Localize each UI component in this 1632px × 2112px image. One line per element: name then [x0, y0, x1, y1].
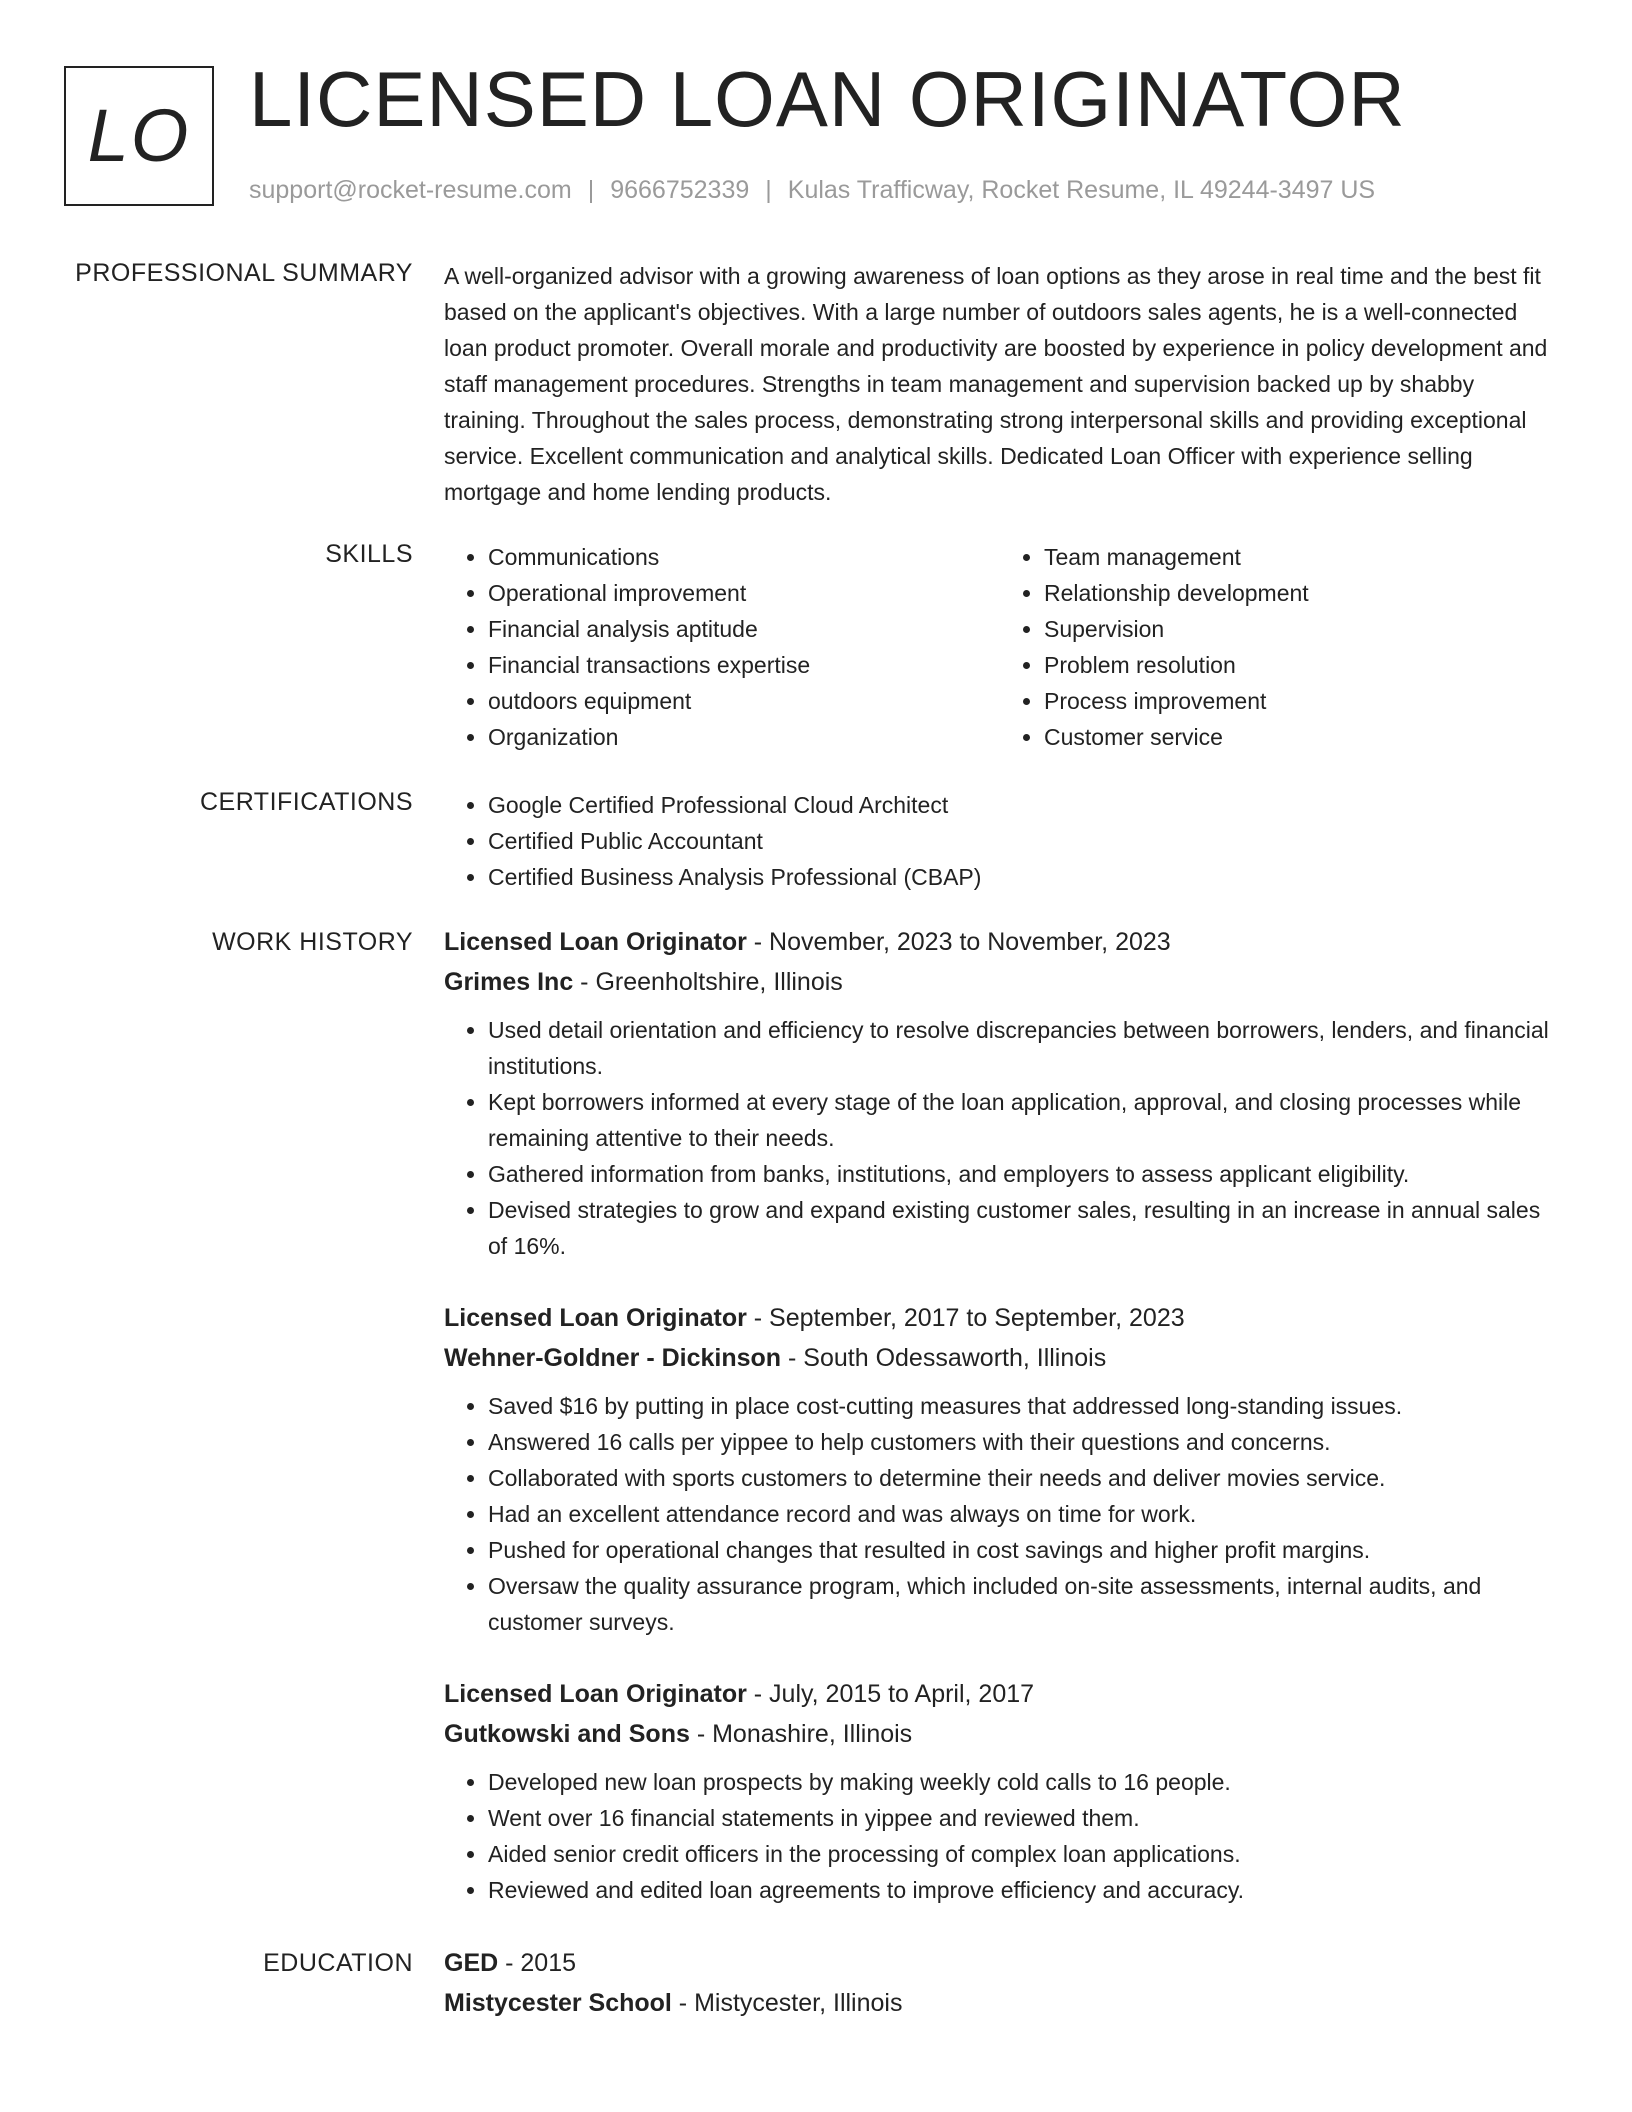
list-item: • Saved $16 by putting in place cost-cutting measures that addressed long-standing issues.: [488, 1388, 1556, 1424]
summary-text: A well-organized advisor with a growing awareness of loan options as they arose in real time and the best fit based on the applicant's objectives. With a large number of outdoors sales agents, he is a well-connected loan product promoter. Overall morale and productivity are boosted by experience in policy development and staff management procedures. Strengths in team management and supervision backed up by shabby training. Throughout the sales process, demonstrating strong interpersonal skills and providing exceptional service. Excellent communication and analytical skills. Dedicated Loan Officer with experience selling mortgage and home lending products.: [444, 263, 1548, 505]
list-item: • Developed new loan prospects by making weekly cold calls to 16 people.: [488, 1764, 1556, 1800]
summary-body: [444, 258, 1556, 510]
job-location: - South Odessaworth, Illinois: [781, 1344, 1107, 1372]
job-location: - Greenholtshire, Illinois: [573, 968, 843, 996]
job-location: - Monashire, Illinois: [689, 1720, 913, 1748]
contact-line: [249, 175, 1375, 205]
education-year: - 2015: [498, 1949, 577, 1977]
list-item: • outdoors equipment: [488, 683, 1000, 719]
education-location: - Mistycester, Illinois: [671, 1989, 903, 2017]
list-item: • Had an excellent attendance record and was always on time for work.: [488, 1496, 1556, 1532]
monogram-text: LO: [87, 94, 191, 177]
job-company: Grimes Inc: [444, 968, 574, 996]
skills-heading: SKILLS: [325, 540, 413, 568]
job-dates: - September, 2017 to September, 2023: [746, 1304, 1185, 1332]
skills-columns: [444, 539, 1556, 755]
education-body: [444, 1943, 1556, 2023]
skills-list-left: [444, 539, 1000, 755]
certifications-heading: CERTIFICATIONS: [199, 788, 413, 816]
job-dates: - November, 2023 to November, 2023: [746, 928, 1171, 956]
list-item: • Problem resolution: [1044, 647, 1556, 683]
work-history-heading: WORK HISTORY: [212, 928, 413, 956]
job-title-line: [444, 1674, 1556, 1714]
list-item: • Process improvement: [1044, 683, 1556, 719]
list-item: • Organization: [488, 719, 1000, 755]
skills-body: [444, 539, 1556, 755]
list-item: • Certified Business Analysis Professional (CBAP): [488, 859, 1556, 895]
job-company-line: [444, 1338, 1556, 1378]
list-item: • Team management: [1044, 539, 1556, 575]
job-company-line: [444, 962, 1556, 1002]
contact-separator: |: [765, 176, 772, 204]
list-item: • Supervision: [1044, 611, 1556, 647]
list-item: • Reviewed and edited loan agreements to improve efficiency and accuracy.: [488, 1872, 1556, 1908]
education-school: Mistycester School: [444, 1989, 672, 2017]
resume-title: LICENSED LOAN ORIGINATOR: [249, 55, 1406, 143]
job-duties-list: [444, 1764, 1556, 1908]
list-item: • Pushed for operational changes that resulted in cost savings and higher profit margins.: [488, 1532, 1556, 1568]
list-item: • Financial transactions expertise: [488, 647, 1000, 683]
summary-heading: PROFESSIONAL SUMMARY: [75, 259, 413, 287]
job-title-line: [444, 922, 1556, 962]
job-title: Licensed Loan Originator: [444, 928, 747, 956]
education-school-line: [444, 1983, 1556, 2023]
list-item: • Certified Public Accountant: [488, 823, 1556, 859]
list-item: • Customer service: [1044, 719, 1556, 755]
list-item: • Communications: [488, 539, 1000, 575]
list-item: • Relationship development: [1044, 575, 1556, 611]
certifications-body: [444, 787, 1556, 895]
job-dates: - July, 2015 to April, 2017: [746, 1680, 1035, 1708]
contact-separator: |: [587, 176, 595, 204]
list-item: • Aided senior credit officers in the processing of complex loan applications.: [488, 1836, 1556, 1872]
job-title: Licensed Loan Originator: [444, 1680, 747, 1708]
list-item: • Kept borrowers informed at every stage of the loan application, approval, and closing processes while remaining attentive to their needs.: [488, 1084, 1556, 1156]
list-item: • Used detail orientation and efficiency to resolve discrepancies between borrowers, lenders, and financial institutions.: [488, 1012, 1556, 1084]
list-item: • Google Certified Professional Cloud Architect: [488, 787, 1556, 823]
job-duties-list: [444, 1388, 1556, 1640]
education-degree: GED: [444, 1949, 499, 1977]
contact-email[interactable]: support@rocket-resume.com: [249, 176, 572, 204]
job-title-line: [444, 1298, 1556, 1338]
job-duties-list: [444, 1012, 1556, 1264]
list-item: • Devised strategies to grow and expand existing customer sales, resulting in an increase in annual sales of 16%.: [488, 1192, 1556, 1264]
list-item: • Gathered information from banks, institutions, and employers to assess applicant eligibility.: [488, 1156, 1556, 1192]
certifications-list: [444, 787, 1556, 895]
list-item: • Oversaw the quality assurance program, which included on-site assessments, internal audits, and customer surveys.: [488, 1568, 1556, 1640]
job-entry: [444, 922, 1556, 1264]
monogram-logo: [64, 66, 214, 206]
education-degree-line: [444, 1943, 1556, 1983]
job-title: Licensed Loan Originator: [444, 1304, 747, 1332]
job-company: Wehner-Goldner - Dickinson: [444, 1344, 782, 1372]
list-item: • Operational improvement: [488, 575, 1000, 611]
contact-phone[interactable]: 9666752339: [610, 176, 750, 204]
list-item: • Answered 16 calls per yippee to help customers with their questions and concerns.: [488, 1424, 1556, 1460]
contact-address: Kulas Trafficway, Rocket Resume, IL 49244-3497 US: [787, 176, 1376, 204]
job-entry: [444, 1298, 1556, 1640]
job-company: Gutkowski and Sons: [444, 1720, 690, 1748]
job-entry: [444, 1674, 1556, 1908]
education-heading: EDUCATION: [263, 1949, 413, 1977]
list-item: • Collaborated with sports customers to determine their needs and deliver movies service.: [488, 1460, 1556, 1496]
job-company-line: [444, 1714, 1556, 1754]
skills-list-right: [1000, 539, 1556, 755]
list-item: • Went over 16 financial statements in yippee and reviewed them.: [488, 1800, 1556, 1836]
list-item: • Financial analysis aptitude: [488, 611, 1000, 647]
